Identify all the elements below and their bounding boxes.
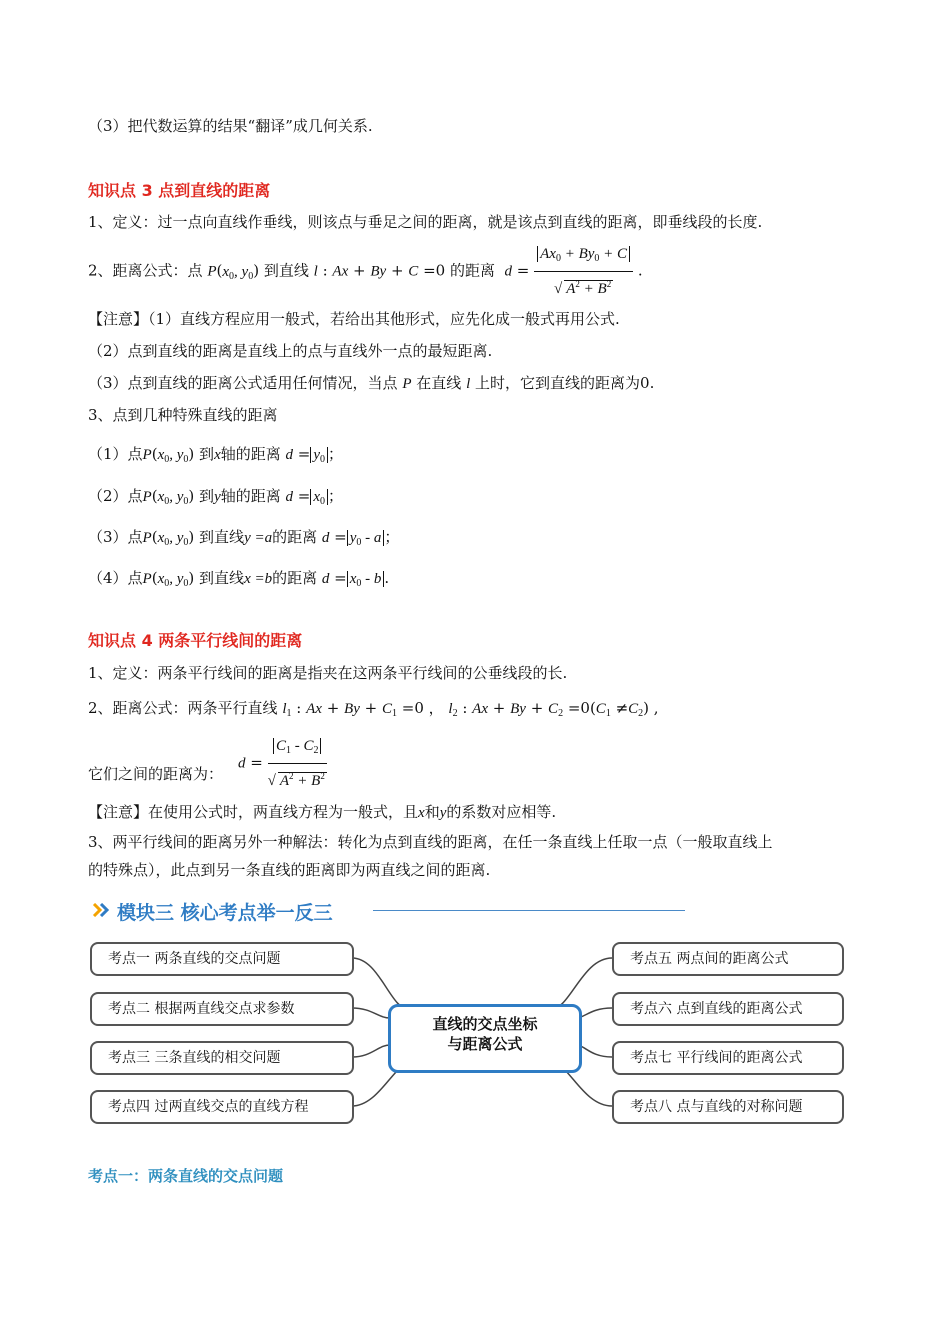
- special-item-4: （4）点$P(x_0$, $y_0$) 到直线x =b的距离 $d = x_0 - b$ .: [88, 569, 390, 589]
- section4-formula: 2、距离公式：两条平行直线 $l_1$ : $Ax + By + C_1 =0$ ， $l_2$ : $Ax + By + C_2 =0(C_1 \ne C_2)$ ,: [88, 699, 659, 719]
- center-line-2: 与距离公式: [447, 1035, 523, 1053]
- kaodian-node-6[interactable]: 考点六 点到直线的距离公式: [612, 992, 844, 1026]
- distance-fraction: $\frac{Ax_0 + By_0 + C}{√ A^2 + B^2}$: [534, 244, 633, 299]
- section3-definition: 1、定义：过一点向直线作垂线，则该点与垂足之间的距离，就是该点到直线的距离，即垂线段的长度.: [88, 213, 763, 231]
- section4-distance: 它们之间的距离为：: [88, 765, 224, 783]
- formula-suffix: 的距离: [449, 261, 495, 280]
- kaodian-node-1[interactable]: 考点一 两条直线的交点问题: [90, 942, 354, 976]
- point-p-expr: P: [207, 263, 217, 280]
- kaodian-node-5[interactable]: 考点五 两点间的距离公式: [612, 942, 844, 976]
- kaodian-1-heading: 考点一：两条直线的交点问题: [88, 1167, 284, 1185]
- special-item-2: （2）点$P(x_0$, $y_0$) 到y轴的距离 $d = x_0$ ；: [88, 487, 344, 507]
- kaodian-node-4[interactable]: 考点四 过两直线交点的直线方程: [90, 1090, 354, 1124]
- section4-heading: 知识点 4 两条平行线间的距离: [88, 631, 303, 650]
- section3-note3: （3）点到直线的距离公式适用任何情况，当点 P 在直线 l 上时，它到直线的距离为0.: [88, 374, 655, 392]
- section4-distance-formula: d = $\frac{C_1 - C_2}{√ A^2 + B^2}$: [238, 738, 325, 789]
- section4-alt-line1: 3、两平行线间的距离另外一种解法：转化为点到直线的距离，在任一条直线上任取一点（一般取直线上: [88, 833, 773, 851]
- distance-d-label: d: [504, 263, 513, 280]
- kaodian-node-7[interactable]: 考点七 平行线间的距离公式: [612, 1041, 844, 1075]
- formula-prefix: 2、距离公式：点: [88, 261, 203, 280]
- section3-heading: 知识点 3 点到直线的距离: [88, 181, 271, 200]
- kaodian-node-3[interactable]: 考点三 三条直线的相交问题: [90, 1041, 354, 1075]
- module-title: 模块三 核心考点举一反三: [117, 902, 333, 924]
- special-item-1: （1）点$P(x_0$, $y_0$) 到x轴的距离 $d = y_0$ ；: [88, 445, 344, 465]
- section3-note1: 【注意】（1）直线方程应用一般式，若给出其他形式，应先化成一般式再用公式.: [88, 310, 620, 328]
- section4-alt-line2: 的特殊点），此点到另一条直线的距离即为两直线之间的距离.: [88, 861, 491, 879]
- kaodian-node-2[interactable]: 考点二 根据两直线交点求参数: [90, 992, 354, 1026]
- section3-formula: 2、距离公式：点 $P(x_0$, $y_0$) 到直线 l : Ax + By + C =0 的距离 d = $\frac{Ax_0 + By_0 + C}{√ A^2 + B^2}$ .: [88, 246, 643, 297]
- center-line-1: 直线的交点坐标: [432, 1015, 538, 1033]
- section3-special-title: 3、点到几种特殊直线的距离: [88, 406, 278, 424]
- intro-line: （3）把代数运算的结果“翻译”成几何关系.: [88, 117, 373, 135]
- section4-note: 【注意】在使用公式时，两直线方程为一般式，且x和y的系数对应相等.: [88, 803, 557, 821]
- section3-note2: （2）点到直线的距离是直线上的点与直线外一点的最短距离.: [88, 342, 493, 360]
- mindmap-center: [388, 1004, 582, 1073]
- special-item-3: （3）点$P(x_0$, $y_0$) 到直线y =a的距离 $d = y_0 - a$ ；: [88, 528, 400, 548]
- line-l-expr: l: [313, 263, 318, 280]
- formula-mid: 到直线: [263, 261, 309, 280]
- kaodian-node-8[interactable]: 考点八 点与直线的对称问题: [612, 1090, 844, 1124]
- section4-definition: 1、定义：两条平行线间的距离是指夹在这两条平行线间的公垂线段的长.: [88, 664, 568, 682]
